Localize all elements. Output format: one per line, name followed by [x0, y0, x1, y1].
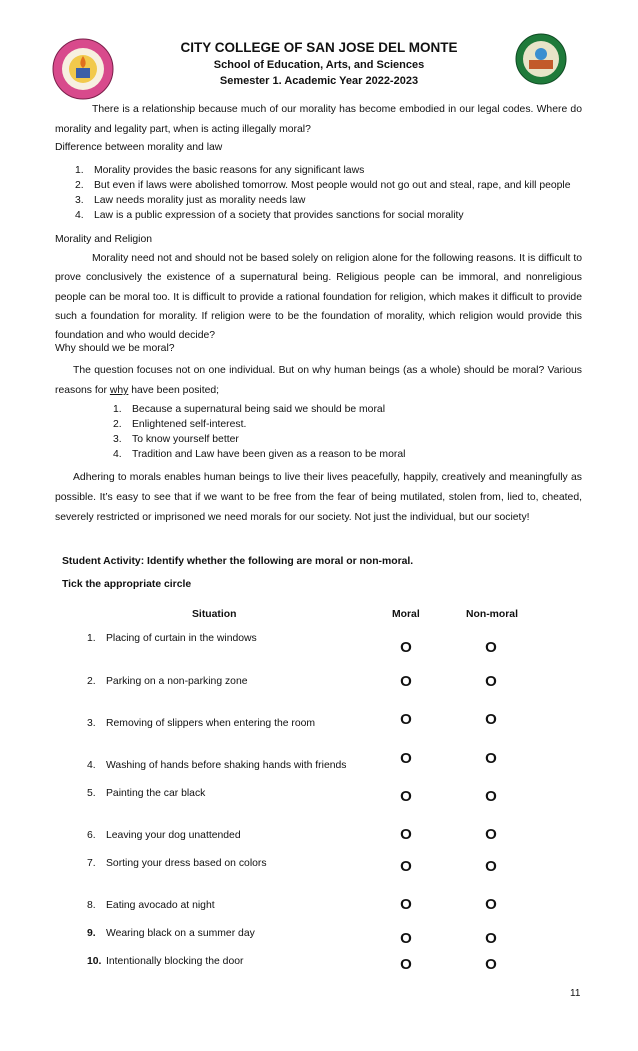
- table-row: 7. Sorting your dress based on colors: [87, 858, 267, 869]
- table-row: 10. Intentionally blocking the door: [87, 956, 244, 967]
- religion-paragraph: Morality need not and should not be based solely on religion alone for the following reasons. It is difficult to prove conclusively the existence of a supernatural being. Religious people can be immoral, and nonreligious people can be moral too. It is difficult to provide a rational foundation for religion, which makes it difficult to provide such a foundation for morality. If religion were to be the foundation of morality, which religion would provide this foundation and who would decide?: [55, 253, 582, 342]
- non-moral-radio[interactable]: O: [485, 930, 497, 947]
- table-row: 9. Wearing black on a summer day: [87, 928, 255, 939]
- column-header-moral: Moral: [392, 609, 420, 620]
- activity-instruction: Tick the appropriate circle: [62, 579, 192, 590]
- moral-radio[interactable]: O: [400, 788, 412, 805]
- page-number: 11: [570, 988, 581, 999]
- list-item: 3. To know yourself better: [113, 434, 239, 445]
- table-row: 5. Painting the car black: [87, 788, 206, 799]
- column-header-situation: Situation: [192, 609, 237, 620]
- list-item: 1. Morality provides the basic reasons for any significant laws: [75, 165, 365, 176]
- non-moral-radio[interactable]: O: [485, 788, 497, 805]
- table-row: 6. Leaving your dog unattended: [87, 830, 241, 841]
- list-item: 2. Enlightened self-interest.: [113, 419, 247, 430]
- why-heading: Why should we be moral?: [55, 343, 175, 354]
- non-moral-radio[interactable]: O: [485, 711, 497, 728]
- table-row: 1. Placing of curtain in the windows: [87, 633, 257, 644]
- adhering-paragraph: Adhering to morals enables human beings to live their lives peacefully, happily, creatively and meaningfully as possible. It’s easy to see that if we want to be free from the fear of being mutilated, stolen from, lied to, cheated, severely restricted or imprisoned we need morals for our society. Not just the individual, but our society!: [55, 472, 582, 523]
- non-moral-radio[interactable]: O: [485, 826, 497, 843]
- non-moral-radio[interactable]: O: [485, 858, 497, 875]
- moral-radio[interactable]: O: [400, 639, 412, 656]
- list-item: 4. Tradition and Law have been given as a reason to be moral: [113, 449, 406, 460]
- moral-radio[interactable]: O: [400, 750, 412, 767]
- intro-paragraph: There is a relationship because much of our morality has become embodied in our legal codes. Where do morality and legality part, when is acting illegally moral?: [55, 104, 582, 135]
- semester-line: Semester 1. Academic Year 2022-2023: [219, 75, 419, 87]
- list-item: 2. But even if laws were abolished tomorrow. Most people would not go out and steal, rape, and kill people: [75, 180, 571, 191]
- table-row: 4. Washing of hands before shaking hands with friends: [87, 760, 347, 771]
- religion-heading: Morality and Religion: [55, 234, 153, 245]
- activity-title: Student Activity: Identify whether the following are moral or non-moral.: [62, 556, 414, 567]
- moral-radio[interactable]: O: [400, 896, 412, 913]
- table-row: 8. Eating avocado at night: [87, 900, 215, 911]
- college-name: CITY COLLEGE OF SAN JOSE DEL MONTE: [180, 40, 458, 55]
- non-moral-radio[interactable]: O: [485, 896, 497, 913]
- moral-radio[interactable]: O: [400, 956, 412, 973]
- school-name: School of Education, Arts, and Sciences: [213, 59, 425, 71]
- moral-radio[interactable]: O: [400, 826, 412, 843]
- moral-radio[interactable]: O: [400, 673, 412, 690]
- table-row: 2. Parking on a non-parking zone: [87, 676, 248, 687]
- moral-radio[interactable]: O: [400, 930, 412, 947]
- non-moral-radio[interactable]: O: [485, 750, 497, 767]
- column-header-non-moral: Non-moral: [466, 609, 518, 620]
- non-moral-radio[interactable]: O: [485, 673, 497, 690]
- non-moral-radio[interactable]: O: [485, 639, 497, 656]
- list-item: 3. Law needs morality just as morality needs law: [75, 195, 306, 206]
- difference-heading: Difference between morality and law: [55, 142, 223, 153]
- list-item: 1. Because a supernatural being said we should be moral: [113, 404, 385, 415]
- table-row: 3. Removing of slippers when entering the room: [87, 718, 316, 729]
- non-moral-radio[interactable]: O: [485, 956, 497, 973]
- why-paragraph: The question focuses not on one individual. But on why human beings (as a whole) should be moral? Various reasons for why have been posited;: [55, 365, 582, 396]
- list-item: 4. Law is a public expression of a society that provides sanctions for social morality: [75, 210, 464, 221]
- moral-radio[interactable]: O: [400, 711, 412, 728]
- moral-radio[interactable]: O: [400, 858, 412, 875]
